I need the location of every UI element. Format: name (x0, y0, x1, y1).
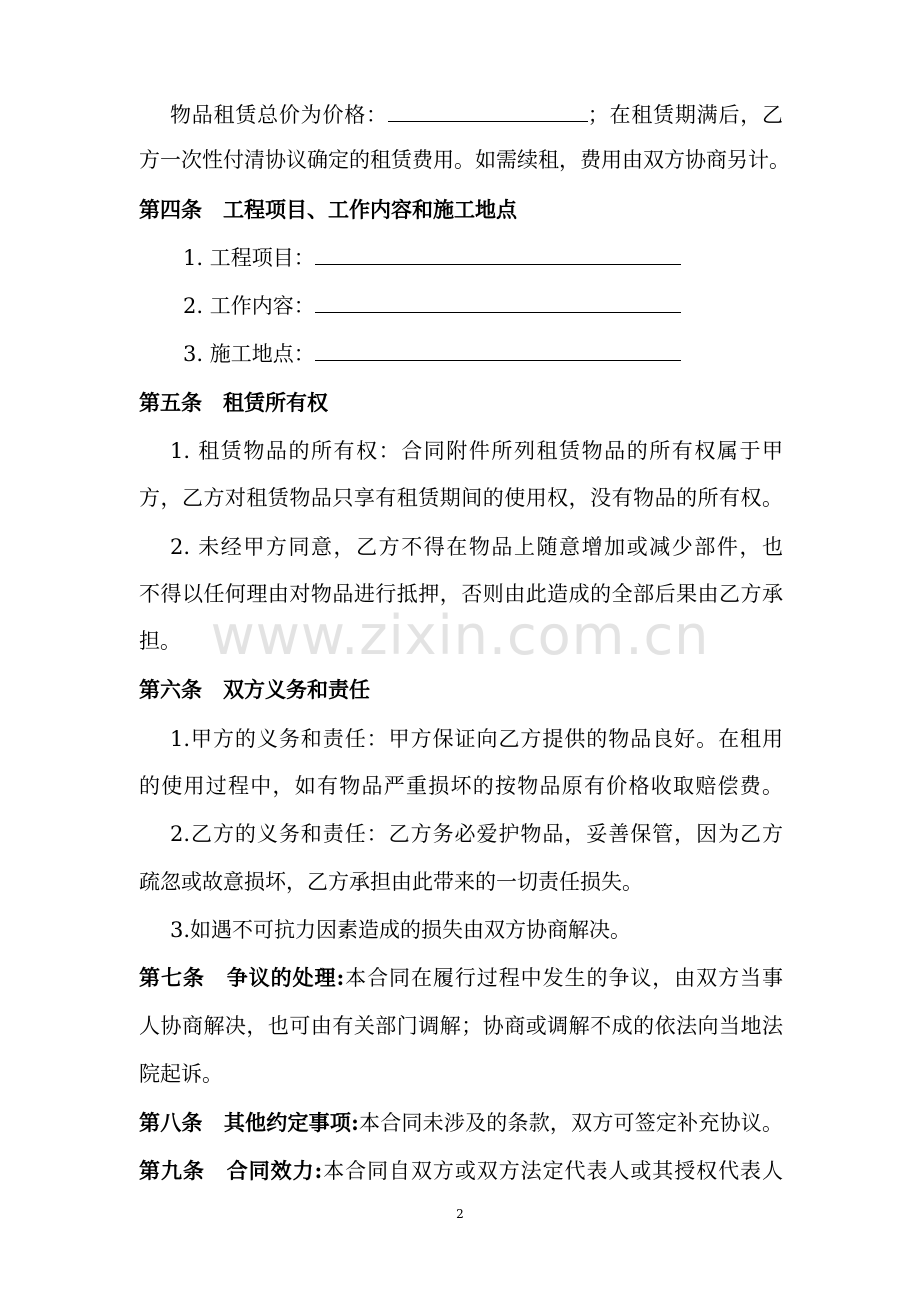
article-5-heading: 第五条 租赁所有权 (139, 390, 328, 415)
article-7-heading: 第七条 争议的处理: (139, 965, 345, 990)
list-item (183, 292, 703, 320)
paragraph-line: 院起诉。 (139, 1062, 223, 1086)
text-segment: 本合同在履行过程中发生的争议，由双方当事 (344, 966, 783, 990)
text-segment: 本合同未涉及的条款，双方可签定补充协议。 (358, 1111, 783, 1135)
paragraph-line: 2. 未经甲方同意，乙方不得在物品上随意增加或减少部件，也 (170, 535, 783, 559)
paragraph-line: 方，乙方对租赁物品只享有租赁期间的使用权，没有物品的所有权。 (139, 486, 783, 510)
work-content-blank-field (315, 292, 681, 313)
article-6-heading: 第六条 双方义务和责任 (139, 677, 370, 702)
article-4-heading: 第四条 工程项目、工作内容和施工地点 (139, 197, 517, 222)
item-label: 2. 工作内容： (183, 294, 315, 318)
list-item (183, 244, 703, 272)
text-segment: 本合同自双方或双方法定代表人或其授权代表人 (322, 1159, 783, 1183)
item-label: 1. 工程项目： (183, 246, 315, 270)
item-label: 3. 施工地点： (183, 342, 315, 366)
paragraph-line: 不得以任何理由对物品进行抵押，否则由此造成的全部后果由乙方承 (139, 582, 783, 606)
paragraph-line: 疏忽或故意损坏，乙方承担由此带来的一切责任损失。 (139, 870, 643, 894)
project-blank-field (315, 244, 681, 265)
paragraph-line: 人协商解决，也可由有关部门调解；协商或调解不成的依法向当地法 (139, 1014, 783, 1038)
page-number: 2 (456, 1207, 464, 1221)
site-blank-field (315, 340, 681, 361)
text-segment: ；在租赁期满后，乙 (587, 103, 784, 127)
text-segment: 物品租赁总价为价格： (170, 103, 388, 127)
article-8-heading: 第八条 其他约定事项: (139, 1110, 359, 1135)
paragraph-line: 1. 租赁物品的所有权：合同附件所列租赁物品的所有权属于甲 (170, 439, 783, 463)
watermark: www.zixin.com.cn (210, 604, 710, 667)
article-8-line (139, 1109, 783, 1137)
paragraph-line: 方一次性付清协议确定的租赁费用。如需续租，费用由双方协商另计。 (139, 148, 790, 172)
article-7-line (139, 964, 783, 992)
list-item (183, 340, 703, 368)
article-9-heading: 第九条 合同效力: (139, 1158, 323, 1183)
paragraph-line: 2.乙方的义务和责任：乙方务必爱护物品，妥善保管，因为乙方 (170, 822, 783, 846)
article-9-line (139, 1157, 783, 1185)
paragraph-line (170, 101, 783, 129)
paragraph-line: 担。 (139, 629, 181, 653)
paragraph-line: 1.甲方的义务和责任：甲方保证向乙方提供的物品良好。在租用 (170, 727, 783, 751)
price-blank-field (388, 101, 588, 122)
paragraph-line: 的使用过程中，如有物品严重损坏的按物品原有价格收取赔偿费。 (139, 774, 783, 798)
paragraph-line: 3.如遇不可抗力因素造成的损失由双方协商解决。 (170, 918, 632, 942)
